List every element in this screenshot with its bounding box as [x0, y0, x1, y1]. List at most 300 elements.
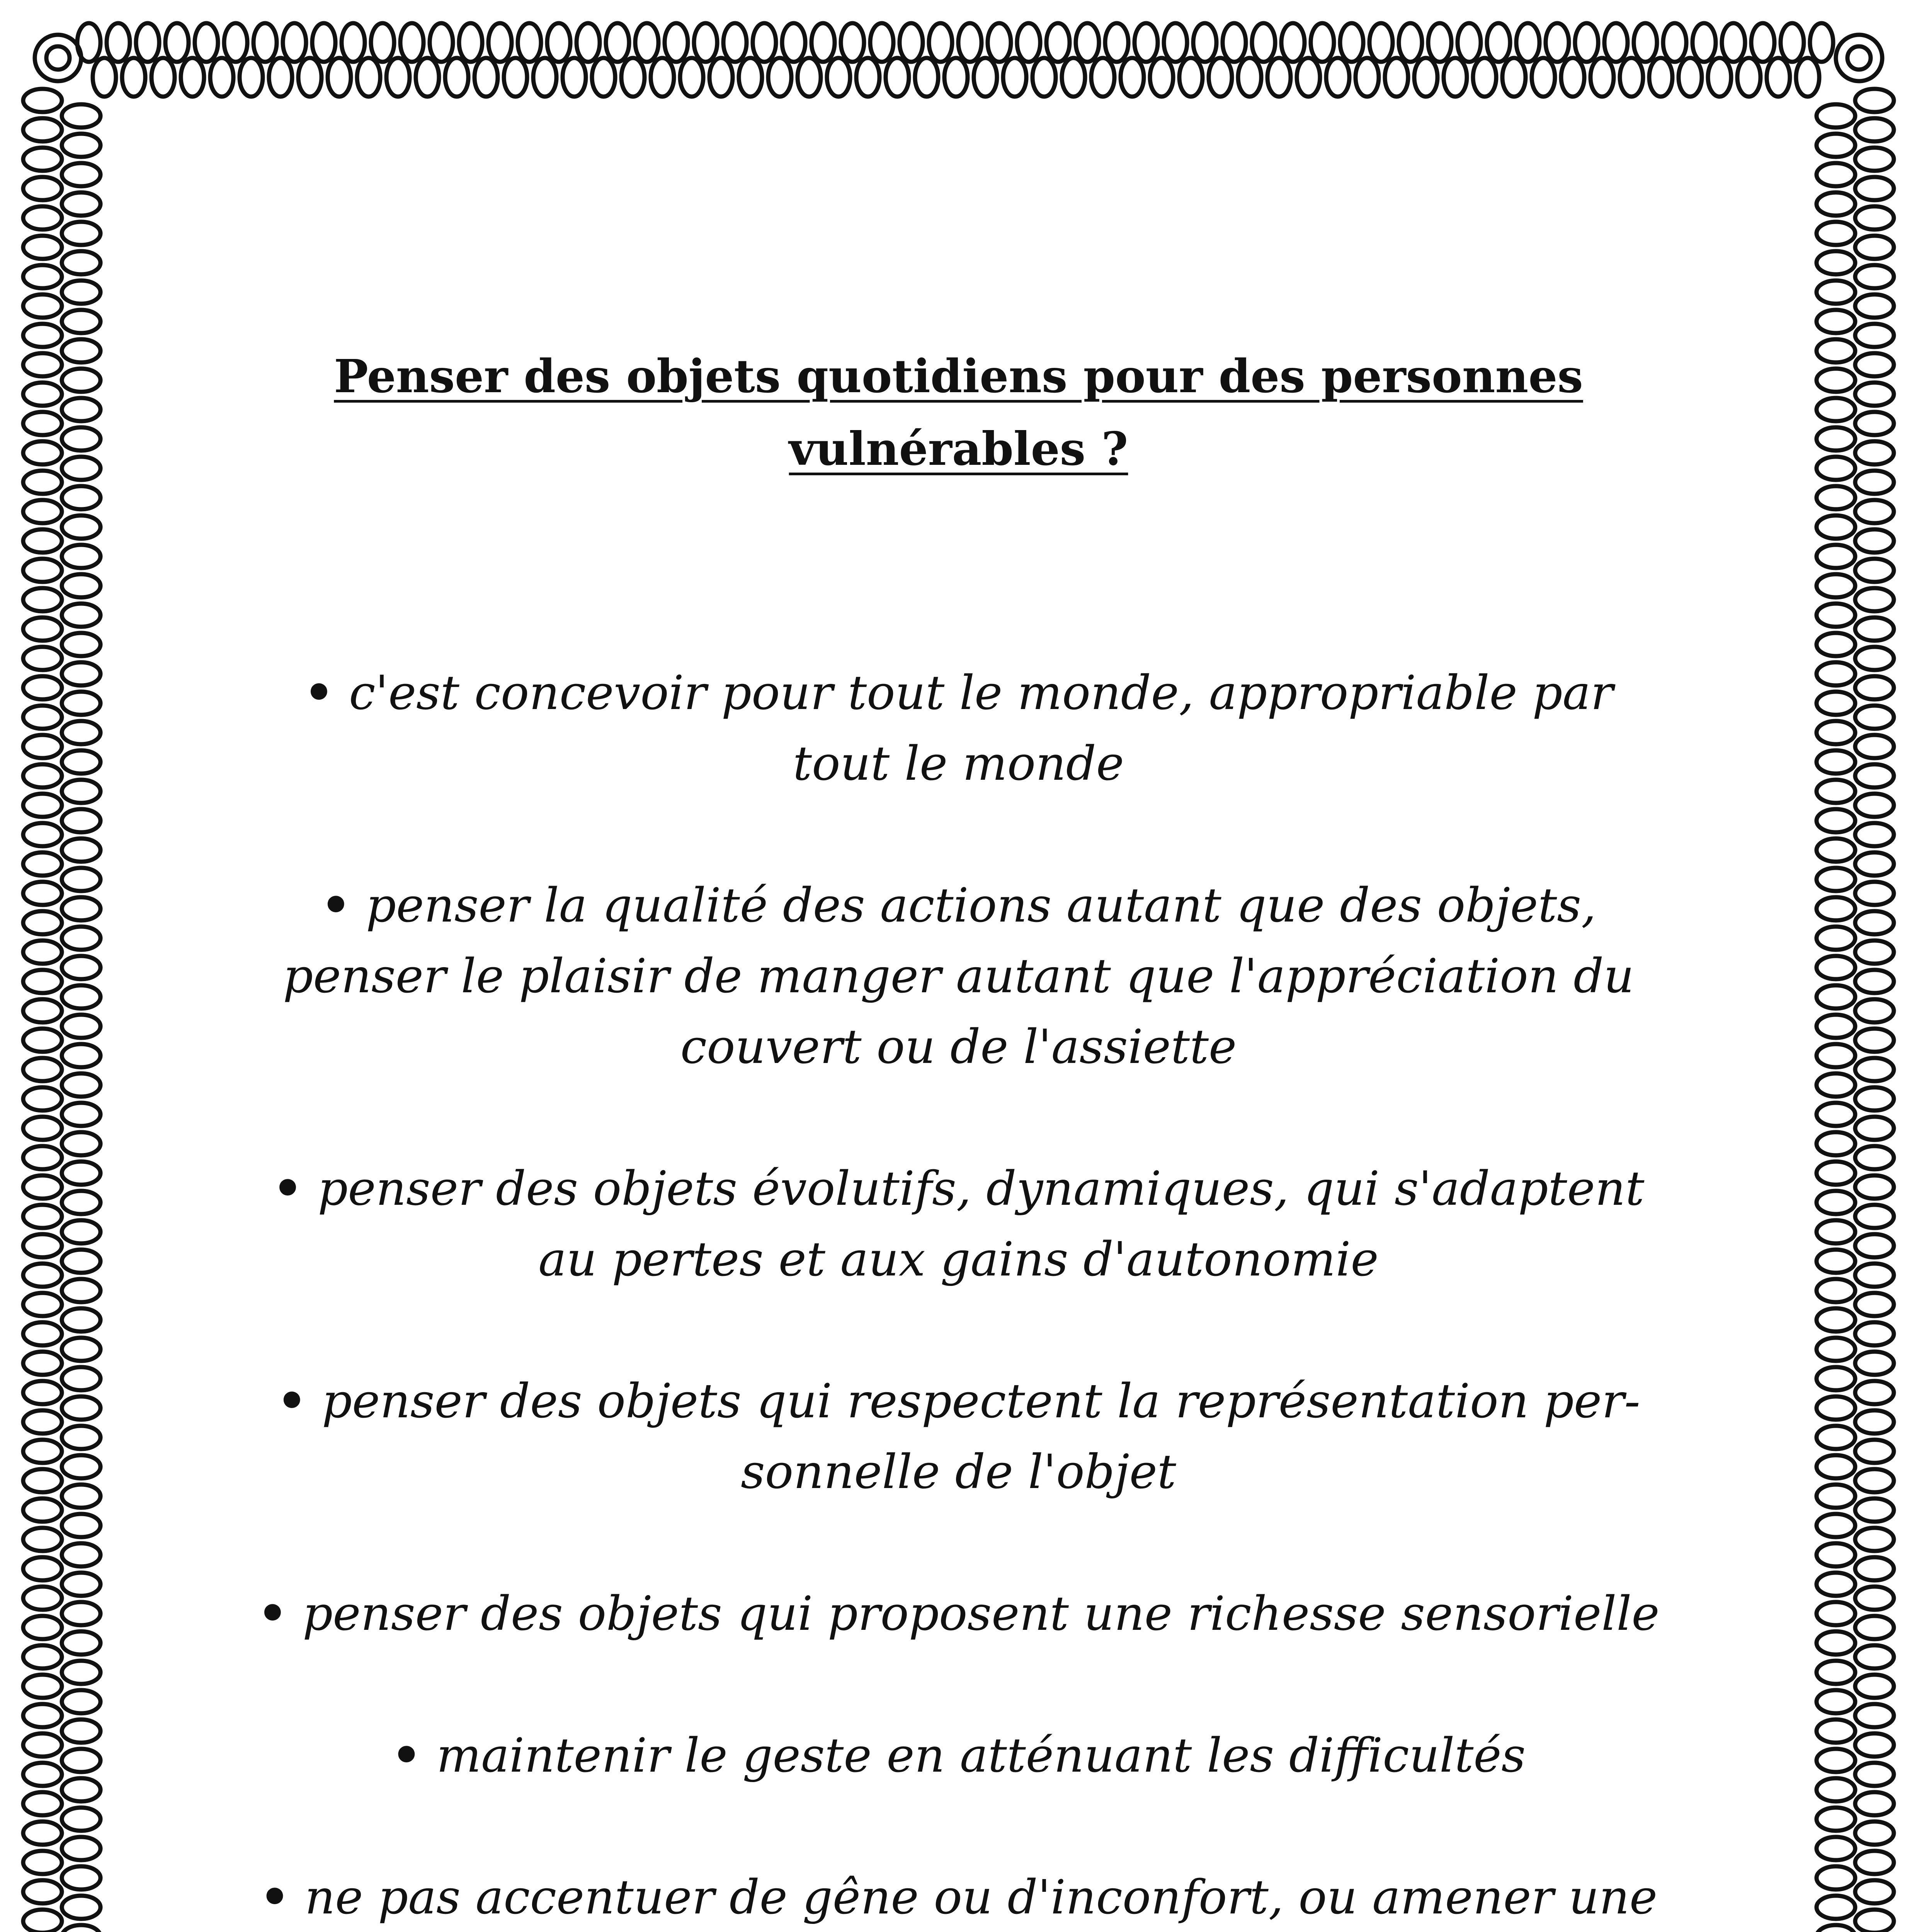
border-loop [1855, 706, 1894, 729]
border-loop [430, 23, 453, 62]
border-loop [62, 222, 100, 245]
border-loop [944, 58, 968, 97]
border-loop [357, 58, 380, 97]
border-loop [1855, 1352, 1894, 1375]
border-loop [1817, 1191, 1855, 1214]
border-loop [136, 23, 159, 62]
list-item [247, 657, 1670, 799]
border-loop [651, 58, 674, 97]
border-loop [1817, 780, 1855, 803]
border-loop [1817, 1690, 1855, 1713]
border-loop [1817, 251, 1855, 274]
border-loop [62, 339, 100, 362]
list-item [247, 1862, 1670, 1932]
border-loop [23, 588, 62, 611]
border-loop [1855, 1645, 1894, 1668]
border-loop [1817, 868, 1855, 891]
border-loop [62, 1661, 100, 1684]
border-loop [1855, 823, 1894, 846]
border-loop [342, 23, 365, 62]
border-loop [1121, 58, 1144, 97]
border-loop [269, 58, 292, 97]
border-loop [1855, 1410, 1894, 1434]
border-loop [1209, 58, 1232, 97]
border-loop [62, 1308, 100, 1332]
border-loop [23, 1675, 62, 1698]
border-loop [62, 1426, 100, 1449]
border-loop [62, 1925, 100, 1932]
bullet-icon: • [304, 665, 334, 720]
border-loop [1817, 897, 1855, 920]
border-loop [62, 1602, 100, 1625]
border-loop [592, 58, 615, 97]
border-loop [23, 1645, 62, 1668]
border-loop [1855, 177, 1894, 200]
border-loop [1817, 1279, 1855, 1302]
bullet-list [247, 657, 1670, 1932]
border-loop [488, 23, 512, 62]
border-loop [1076, 23, 1099, 62]
border-loop [900, 23, 923, 62]
border-loop [35, 35, 81, 81]
border-loop [709, 58, 733, 97]
border-loop [312, 23, 335, 62]
border-loop [62, 985, 100, 1009]
border-loop [1817, 427, 1855, 451]
border-loop [253, 23, 277, 62]
border-loop [1817, 927, 1855, 950]
border-loop [23, 529, 62, 553]
border-loop [1855, 794, 1894, 817]
border-loop [1817, 1455, 1855, 1478]
border-loop [23, 1440, 62, 1463]
border-loop [1855, 529, 1894, 553]
border-loop [1855, 559, 1894, 582]
border-loop [1855, 412, 1894, 435]
border-loop [23, 1352, 62, 1375]
border-loop [1516, 23, 1539, 62]
border-loop [1620, 58, 1643, 97]
border-loop [1062, 58, 1085, 97]
border-loop [23, 1029, 62, 1052]
border-loop [46, 46, 70, 70]
border-loop [1561, 58, 1584, 97]
border-loop [23, 148, 62, 171]
border-loop [1817, 1661, 1855, 1684]
border-loop [23, 1851, 62, 1874]
border-loop [1444, 58, 1467, 97]
border-loop [1414, 58, 1437, 97]
border-loop [62, 927, 100, 950]
border-loop [1817, 956, 1855, 979]
border-loop [1817, 1808, 1855, 1831]
border-loop [23, 471, 62, 494]
border-loop [1855, 1264, 1894, 1287]
border-loop [1855, 294, 1894, 318]
border-loop [1817, 339, 1855, 362]
border-loop [1817, 1044, 1855, 1067]
border-loop [62, 574, 100, 597]
border-loop [1817, 574, 1855, 597]
border-loop [1546, 23, 1569, 62]
border-loop [1855, 118, 1894, 141]
bullet-icon: • [321, 877, 351, 933]
border-loop [23, 236, 62, 259]
border-loop [1692, 23, 1716, 62]
border-loop [1855, 1469, 1894, 1492]
border-loop [1817, 192, 1855, 216]
border-loop [1855, 1381, 1894, 1404]
border-loop [1428, 23, 1451, 62]
border-loop [1046, 23, 1070, 62]
border-loop [1781, 23, 1804, 62]
border-loop [386, 58, 410, 97]
border-loop [753, 23, 776, 62]
border-loop [1817, 515, 1855, 539]
border-loop [1223, 23, 1246, 62]
border-loop [1817, 1837, 1855, 1860]
border-loop [1817, 1162, 1855, 1185]
border-loop [1855, 1293, 1894, 1316]
border-loop [1855, 1851, 1894, 1874]
border-loop [1817, 1132, 1855, 1155]
border-loop [974, 58, 997, 97]
border-loop [1817, 545, 1855, 568]
border-loop [23, 1557, 62, 1580]
border-loop [1855, 1528, 1894, 1551]
border-loop [1267, 58, 1291, 97]
border-loop [23, 1498, 62, 1522]
border-loop [1297, 58, 1320, 97]
border-loop [1817, 1543, 1855, 1566]
border-loop [23, 706, 62, 729]
border-loop [1817, 1367, 1855, 1390]
border-loop [62, 1132, 100, 1155]
border-loop [23, 940, 62, 964]
border-loop [694, 23, 717, 62]
border-loop [23, 1616, 62, 1639]
border-loop [635, 23, 658, 62]
border-loop [23, 1821, 62, 1845]
border-loop [62, 780, 100, 803]
border-loop [62, 1778, 100, 1801]
border-loop [1032, 58, 1056, 97]
border-loop [23, 1234, 62, 1257]
border-loop [1817, 1514, 1855, 1537]
border-loop [1663, 23, 1686, 62]
border-loop [1855, 206, 1894, 230]
border-loop [1855, 500, 1894, 523]
border-loop [1817, 1866, 1855, 1889]
bullet-icon: • [391, 1727, 422, 1783]
border-loop [1855, 1880, 1894, 1903]
border-loop [62, 104, 100, 128]
border-loop [23, 1087, 62, 1111]
border-loop [1017, 23, 1040, 62]
border-loop [1340, 23, 1363, 62]
border-loop [518, 23, 541, 62]
border-loop [459, 23, 482, 62]
border-loop [416, 58, 439, 97]
border-loop [62, 134, 100, 157]
border-loop [886, 58, 909, 97]
border-loop [1385, 58, 1408, 97]
border-loop [475, 58, 498, 97]
border-loop [62, 1455, 100, 1478]
border-loop [1855, 1117, 1894, 1140]
border-loop [23, 1410, 62, 1434]
border-loop [23, 794, 62, 817]
border-loop [62, 1073, 100, 1097]
border-loop [1369, 23, 1393, 62]
border-loop [1532, 58, 1555, 97]
border-loop [1150, 58, 1173, 97]
border-loop [1817, 809, 1855, 832]
border-loop [1796, 58, 1819, 97]
border-loop [1855, 852, 1894, 876]
border-loop [62, 427, 100, 451]
border-loop [768, 58, 791, 97]
border-loop [62, 1367, 100, 1390]
border-loop [23, 882, 62, 905]
border-loop [1855, 676, 1894, 699]
border-loop [23, 823, 62, 846]
border-loop [1091, 58, 1114, 97]
border-loop [23, 441, 62, 464]
border-loop [23, 1293, 62, 1316]
border-loop [23, 1587, 62, 1610]
border-loop [1105, 23, 1128, 62]
border-loop [1737, 58, 1761, 97]
border-loop [23, 412, 62, 435]
border-loop [62, 956, 100, 979]
border-loop [1855, 735, 1894, 758]
border-loop [1817, 1250, 1855, 1273]
border-loop [298, 58, 321, 97]
border-loop [1817, 1426, 1855, 1449]
border-loop [23, 1528, 62, 1551]
list-item-text: c'est concevoir pour tout le monde, appropriable par tout le monde [349, 665, 1613, 791]
border-loop [23, 177, 62, 200]
border-loop [62, 1896, 100, 1919]
border-loop [62, 662, 100, 685]
border-loop [1817, 1308, 1855, 1332]
border-loop [1817, 1631, 1855, 1655]
border-loop [240, 58, 263, 97]
border-loop [1817, 692, 1855, 715]
border-loop [1855, 1087, 1894, 1111]
border-loop [1135, 23, 1158, 62]
border-loop [1855, 1733, 1894, 1757]
border-loop [1855, 1792, 1894, 1815]
border-loop [606, 23, 629, 62]
border-loop [23, 353, 62, 376]
border-loop [445, 58, 468, 97]
border-loop [1487, 23, 1510, 62]
border-loop [1855, 1175, 1894, 1199]
border-loop [23, 1205, 62, 1228]
border-loop [1817, 104, 1855, 128]
border-loop [1817, 281, 1855, 304]
border-loop [62, 1749, 100, 1772]
border-loop [1399, 23, 1422, 62]
border-loop [62, 1690, 100, 1713]
border-loop [1238, 58, 1261, 97]
border-loop [1458, 23, 1481, 62]
border-loop [1767, 58, 1790, 97]
border-loop [1817, 1602, 1855, 1625]
border-loop [62, 1573, 100, 1596]
border-loop [1751, 23, 1774, 62]
border-loop [62, 545, 100, 568]
border-loop [23, 1910, 62, 1932]
border-loop [1847, 46, 1871, 70]
border-loop [62, 1543, 100, 1566]
border-loop [23, 1381, 62, 1404]
border-loop [1817, 134, 1855, 157]
list-item [247, 1578, 1670, 1649]
border-loop [1311, 23, 1334, 62]
bullet-icon: • [272, 1160, 303, 1216]
border-loop [23, 1175, 62, 1199]
border-loop [62, 1162, 100, 1185]
border-loop [93, 58, 116, 97]
border-loop [1855, 1910, 1894, 1932]
border-loop [62, 721, 100, 744]
border-loop [988, 23, 1011, 62]
border-loop [23, 118, 62, 141]
border-loop [62, 1044, 100, 1067]
border-loop [1817, 369, 1855, 392]
border-loop [23, 1058, 62, 1081]
border-loop [1855, 1821, 1894, 1845]
border-loop [1817, 310, 1855, 333]
border-loop [1817, 1573, 1855, 1596]
border-loop [1855, 89, 1894, 112]
border-loop [1473, 58, 1496, 97]
list-item [247, 1153, 1670, 1295]
border-loop [723, 23, 747, 62]
border-loop [1502, 58, 1526, 97]
list-item [247, 1720, 1670, 1791]
border-loop [1855, 764, 1894, 787]
border-loop [62, 1837, 100, 1860]
list-item-text: penser la qualité des actions autant que des objets, penser le plaisir de manger autant que l'appréciation du couvert ou de l'assiette [283, 878, 1634, 1074]
border-loop [1817, 457, 1855, 480]
border-loop [62, 1220, 100, 1243]
border-loop [1003, 58, 1026, 97]
border-loop [929, 23, 952, 62]
border-loop [23, 206, 62, 230]
border-loop [62, 868, 100, 891]
border-loop [62, 1866, 100, 1889]
border-loop [62, 1514, 100, 1537]
bullet-icon: • [259, 1869, 290, 1925]
border-loop [958, 23, 981, 62]
list-item-text: penser des objets qui proposent une richesse sensorielle [303, 1586, 1660, 1641]
border-loop [62, 251, 100, 274]
border-loop [23, 1117, 62, 1140]
border-loop [62, 457, 100, 480]
border-loop [23, 1880, 62, 1903]
border-loop [107, 23, 130, 62]
border-loop [328, 58, 351, 97]
border-loop [23, 1469, 62, 1492]
border-loop [62, 1808, 100, 1831]
border-loop [1855, 647, 1894, 670]
border-loop [1179, 58, 1203, 97]
border-loop [1855, 324, 1894, 347]
border-loop [62, 398, 100, 421]
border-loop [1855, 1616, 1894, 1639]
list-item-text: penser des objets qui respectent la représentation per- sonnelle de l'objet [321, 1374, 1640, 1499]
border-loop [798, 58, 821, 97]
border-loop [62, 192, 100, 216]
border-loop [1817, 1015, 1855, 1038]
border-loop [62, 1338, 100, 1361]
border-loop [23, 1733, 62, 1757]
border-loop [62, 897, 100, 920]
border-loop [1817, 633, 1855, 656]
border-loop [1836, 35, 1882, 81]
list-item [247, 1366, 1670, 1507]
border-loop [1708, 58, 1731, 97]
border-loop [122, 58, 145, 97]
border-loop [400, 23, 424, 62]
border-loop [1855, 441, 1894, 464]
border-loop [1855, 353, 1894, 376]
border-loop [1817, 1925, 1855, 1932]
border-loop [62, 633, 100, 656]
border-loop [23, 1322, 62, 1345]
border-loop [62, 1015, 100, 1038]
border-loop [62, 838, 100, 862]
border-loop [1855, 471, 1894, 494]
border-loop [1817, 750, 1855, 774]
border-loop [62, 1191, 100, 1214]
border-loop [62, 163, 100, 186]
list-item-text: ne pas accentuer de gêne ou d'inconfort, ou amener une [304, 1870, 1658, 1925]
border-loop [1855, 1440, 1894, 1463]
border-loop [1855, 999, 1894, 1022]
border-loop [62, 281, 100, 304]
border-loop [1817, 398, 1855, 421]
border-loop [371, 23, 394, 62]
border-loop [1634, 23, 1657, 62]
border-loop [62, 750, 100, 774]
border-loop [181, 58, 204, 97]
border-loop [1855, 1234, 1894, 1257]
border-loop [1649, 58, 1672, 97]
border-loop [680, 58, 703, 97]
border-loop [1855, 265, 1894, 288]
border-loop [23, 970, 62, 993]
border-loop [1855, 1205, 1894, 1228]
border-loop [1855, 148, 1894, 171]
border-loop [621, 58, 645, 97]
border-loop [504, 58, 527, 97]
border-loop [1326, 58, 1349, 97]
border-loop [1817, 1749, 1855, 1772]
border-loop [62, 1631, 100, 1655]
border-loop [1855, 1704, 1894, 1727]
border-loop [23, 1264, 62, 1287]
border-loop [1855, 1763, 1894, 1786]
border-loop [1817, 838, 1855, 862]
border-loop [283, 23, 306, 62]
border-loop [62, 1485, 100, 1508]
border-loop [23, 559, 62, 582]
